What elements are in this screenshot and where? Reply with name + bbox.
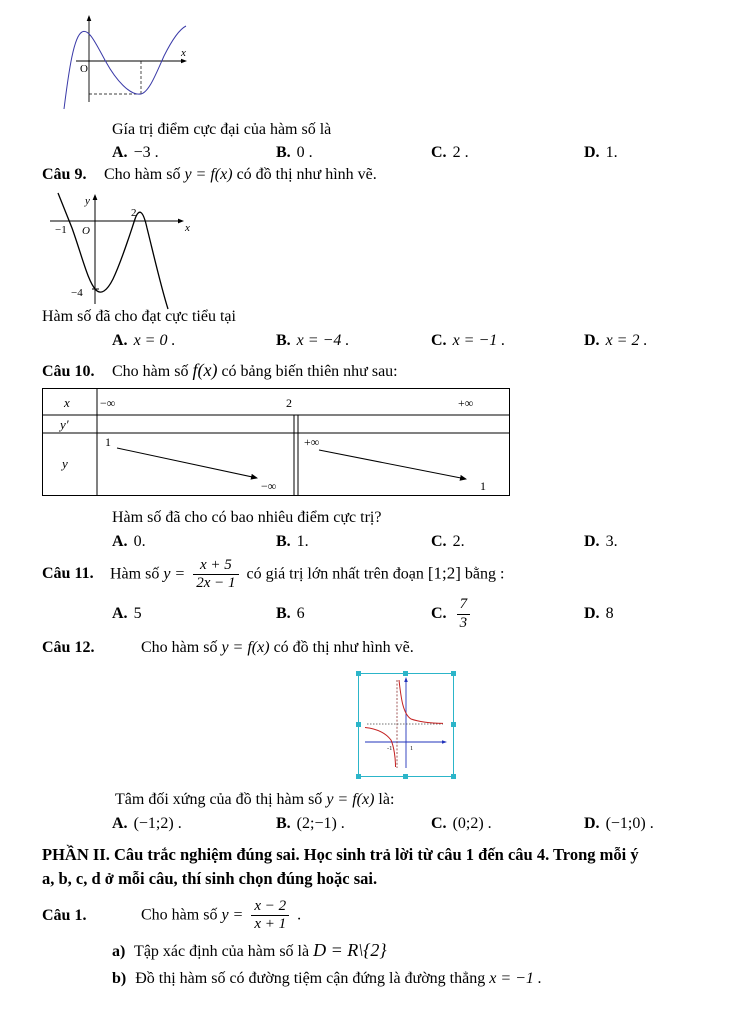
answer-text: 1. [296,532,309,550]
answer-text: 2 . [452,143,469,161]
answer-option-a [112,605,276,623]
answer-option-c [431,144,584,162]
period: . [297,906,302,924]
answer-label: A. [112,814,128,832]
intro-text: Cho hàm số [112,363,189,381]
answer-label: C. [431,332,447,350]
answer-label: D. [584,332,600,350]
y-right-bottom: 1 [480,479,486,494]
answer-option-b [276,144,431,162]
tick-label-neg1: −1 [55,223,67,236]
y-axis-arrow [93,194,98,200]
selection-handle-n[interactable] [403,671,408,676]
intro-text: có đồ thị như hình vẽ. [236,165,377,183]
intro-text: Cho hàm số [141,906,218,924]
answer-label: B. [276,143,291,161]
answer-fraction [457,596,471,632]
interval: [1;2] [427,563,461,583]
row-label-x: x [64,395,70,411]
answer-text: 2. [452,532,465,550]
x-axis-label: x [181,47,186,59]
equation-lhs: y = [221,906,244,924]
answer-label: A. [112,143,128,161]
intro-text: Cho hàm số [141,638,218,656]
answer-label: A. [112,605,128,623]
answer-label: C. [431,143,447,161]
answer-text: 6 [296,605,305,623]
q9-question [42,307,695,328]
statement-math: x = −1 . [489,970,542,988]
intro-math: y = f(x) [221,638,270,656]
answer-text: 1. [605,143,618,161]
answer-option-c [431,815,584,833]
intro-text: bằng : [464,565,505,583]
answer-text: (−1;2) . [133,814,182,832]
tick-label-2: 2 [131,206,137,219]
answer-option-a [112,332,276,350]
question-number: Câu 9. [42,165,87,183]
q12-answers [112,815,695,833]
question-text: Tâm đối xứng của đồ thị hàm số [115,790,323,808]
answer-label: B. [276,814,291,832]
x-axis-arrow [181,59,187,64]
q12-heading [42,638,695,659]
answer-label: B. [276,605,291,623]
statement-label: a) [112,942,126,960]
fraction [193,557,238,593]
answer-text: x = 0 . [133,332,176,350]
question-text: Hàm số đã cho có bao nhiêu điểm cực trị? [112,509,382,527]
statement-label: b) [112,970,127,988]
x-axis-arrow [442,740,447,744]
q8-answers [112,144,695,162]
fraction [251,898,289,934]
answer-label: D. [584,532,600,550]
answer-text: x = −1 . [452,332,506,350]
intro-text: có bảng biến thiên như sau: [221,363,398,381]
intro-math: f(x) [192,360,218,381]
intro-math: y = f(x) [184,165,233,183]
answer-text: x = 2 . [605,332,648,350]
selection-handle-e[interactable] [451,722,456,727]
q9-heading [42,165,695,186]
answer-text: 0 . [296,143,313,161]
variation-table-svg [42,388,510,496]
q12-question [115,790,695,811]
answer-label: D. [584,143,600,161]
part2-line1: PHẦN II. Câu trắc nghiệm đúng sai. Học sinh trả lời từ câu 1 đến câu 4. Trong mỗi ý [42,844,639,864]
statement-math: D = R\{2} [313,939,387,960]
x-axis-arrow [178,218,184,223]
q11-answers [112,596,695,632]
answer-option-b [276,533,431,551]
selection-handle-se[interactable] [451,774,456,779]
q10-question [112,508,695,529]
answer-label: A. [112,532,128,550]
answer-text: (0;2) . [452,814,492,832]
x-value-2: 2 [286,396,292,411]
answer-option-a [112,533,276,551]
tick-label-neg1: -1 [387,744,393,752]
selection-handle-ne[interactable] [451,671,456,676]
p2q1-statement-a [112,938,695,963]
answer-option-b [276,815,431,833]
answer-option-d [584,605,695,623]
tick-label-1: 1 [410,744,414,752]
answer-option-b [276,332,431,350]
y-left-top: 1 [105,435,111,450]
question-text: là: [378,790,395,808]
q12-graph-figure[interactable] [358,673,454,777]
axes [76,18,183,102]
fraction-denominator: x + 1 [254,916,287,933]
answer-option-a [112,144,276,162]
question-text: Hàm số đã cho đạt cực tiểu tại [42,307,236,325]
x-value-posinf: +∞ [458,396,474,411]
tick-label-neg4: −4 [71,286,83,299]
intro-text: Hàm số [110,565,160,583]
answer-label: C. [431,814,447,832]
answer-text: 5 [133,605,142,623]
p2q1-statement-b [112,968,695,990]
origin-label: O [82,224,90,237]
answer-option-c [431,533,584,551]
part2-heading [42,843,695,893]
fraction-numerator: 7 [457,596,471,614]
answer-label: C. [431,532,447,550]
origin-label: O [80,63,88,75]
answer-option-d [584,332,695,350]
answer-text: (2;−1) . [296,814,345,832]
axes [50,194,180,304]
question-number: Câu 12. [42,638,95,656]
variation-arrows [117,448,466,479]
q9-figure [42,192,695,319]
statement-text: Đồ thị hàm số có đường tiệm cận đứng là đường thẳng [135,970,486,988]
question-number: Câu 10. [42,363,95,381]
q10-answers [112,533,695,551]
intro-text: có giá trị lớn nhất trên đoạn [246,565,424,583]
x-value-neginf: −∞ [100,396,116,411]
answer-text: x = −4 . [296,332,350,350]
q8-figure [56,14,695,116]
p2q1-heading [42,898,695,934]
q8-question [112,120,695,141]
answer-label: B. [276,532,291,550]
question-text: Gía trị điểm cực đại của hàm số là [112,121,332,138]
selection-handle-s[interactable] [403,774,408,779]
answer-text: 0. [133,532,146,550]
answer-label: D. [584,605,600,623]
answer-option-b [276,605,431,623]
equation-lhs: y = [163,565,186,583]
row-label-yprime: y′ [60,417,69,433]
answer-option-c [431,596,584,632]
answer-option-c [431,332,584,350]
q11-heading [42,557,695,593]
y-axis-label: y [85,194,90,207]
answer-text: −3 . [133,143,159,161]
answer-label: C. [431,604,447,622]
question-math: y = f(x) [326,790,375,808]
y-axis-arrow [404,677,408,682]
answer-label: D. [584,814,600,832]
selection-handle-nw[interactable] [356,671,361,676]
intro-text: Cho hàm số [104,165,181,183]
q9-graph-svg [42,192,197,314]
answer-label: B. [276,332,291,350]
y-axis-arrow [87,15,92,21]
answer-option-d [584,815,695,833]
fraction-denominator: 2x − 1 [196,575,236,592]
fraction-denominator: 3 [459,614,468,631]
q8-graph-svg [56,14,191,111]
part2-line2: a, b, c, d ở mỗi câu, thí sinh chọn đúng hoặc sai. [42,869,378,889]
question-number: Câu 1. [42,906,87,924]
selection-handle-w[interactable] [356,722,361,727]
fraction-numerator: x + 5 [193,557,238,575]
y-left-bottom: −∞ [261,479,277,494]
x-axis-label: x [185,221,190,234]
q12-graph-svg [359,674,451,774]
answer-text: 8 [605,605,614,623]
answer-label: A. [112,332,128,350]
answer-text: 3. [605,532,618,550]
fraction-numerator: x − 2 [251,898,289,916]
q10-variation-table [42,388,695,501]
q10-heading [42,359,695,383]
intro-text: có đồ thị như hình vẽ. [273,638,414,656]
q9-answers [112,332,695,350]
question-number: Câu 11. [42,565,94,583]
dashed-guides [89,61,141,94]
answer-option-d [584,144,695,162]
statement-text: Tập xác định của hàm số là [134,942,310,960]
selection-handle-sw[interactable] [356,774,361,779]
answer-option-d [584,533,695,551]
row-label-y: y [62,456,68,472]
y-right-top: +∞ [304,435,320,450]
answer-text: (−1;0) . [605,814,654,832]
answer-option-a [112,815,276,833]
